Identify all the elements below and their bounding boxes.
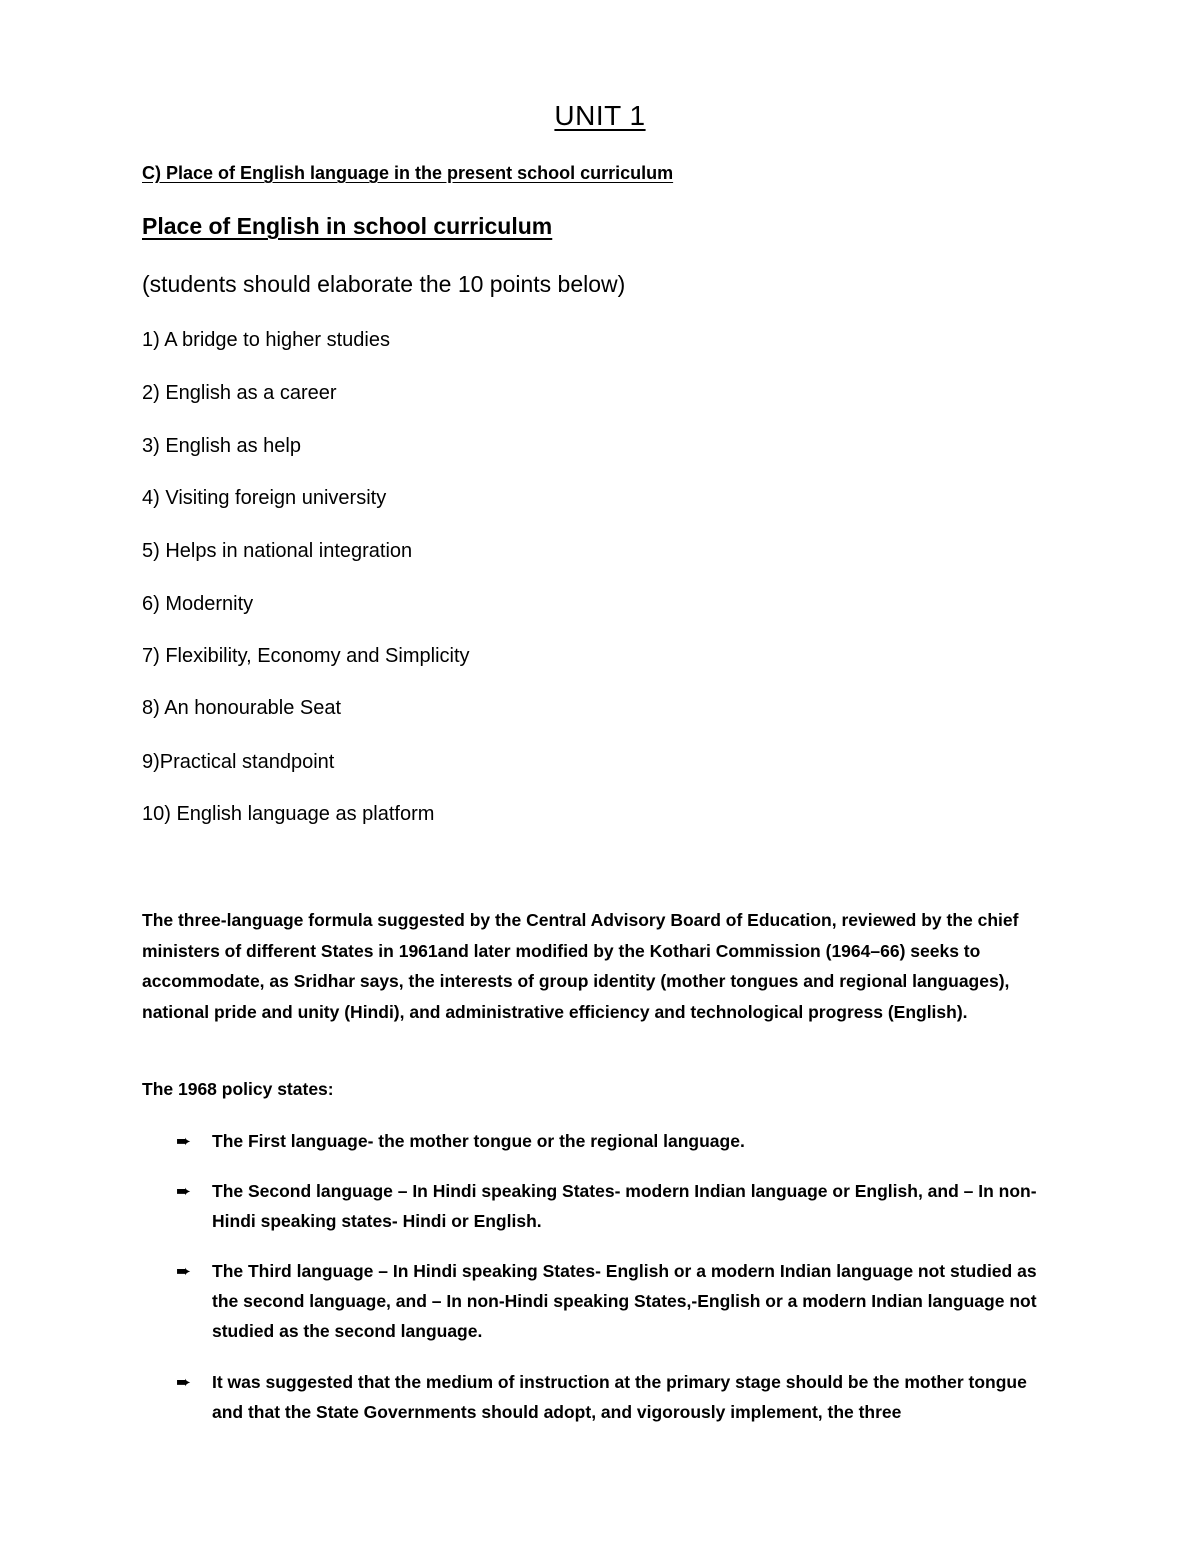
arrow-bullet-icon: ➨ bbox=[176, 1181, 192, 1201]
arrow-bullet-icon: ➨ bbox=[176, 1261, 192, 1281]
section-label: C) Place of English language in the present school curriculum bbox=[142, 163, 674, 183]
point-item: 3) English as help bbox=[142, 435, 301, 457]
body-paragraph: The three-language formula suggested by the Central Advisory Board of Education, reviewed by the chief ministers of different States in 1961and later modified by the Kothari Commission (1964–66) seeks to accommodate, as Sridhar says, the interests of group identity (mother tongues and regional languages), national pride and unity (Hindi), and administrative efficiency and technological progress (English). bbox=[142, 910, 1019, 1022]
section-heading: Place of English in school curriculum bbox=[142, 213, 553, 239]
bullet-text: The Second language – In Hindi speaking States- modern Indian language or English, and – In non-Hindi speaking states- Hindi or English. bbox=[212, 1181, 1037, 1231]
bullet-text: The Third language – In Hindi speaking States- English or a modern Indian language not studied as the second language, and – In non-Hindi speaking States,-English or a modern Indian language not studied as the second language. bbox=[212, 1261, 1037, 1341]
arrow-bullet-icon: ➨ bbox=[176, 1131, 192, 1151]
point-item: 2) English as a career bbox=[142, 382, 337, 404]
point-item: 8) An honourable Seat bbox=[142, 697, 342, 719]
unit-title: UNIT 1 bbox=[554, 100, 646, 131]
instruction-text: (students should elaborate the 10 points below) bbox=[142, 271, 626, 297]
point-item: 4) Visiting foreign university bbox=[142, 487, 387, 509]
point-item: 9)Practical standpoint bbox=[142, 751, 335, 773]
point-item: 5) Helps in national integration bbox=[142, 540, 413, 562]
point-item: 6) Modernity bbox=[142, 593, 254, 615]
bullet-text: The First language- the mother tongue or the regional language. bbox=[212, 1131, 745, 1151]
arrow-bullet-icon: ➨ bbox=[176, 1372, 192, 1392]
point-item: 1) A bridge to higher studies bbox=[142, 329, 390, 351]
point-item: 10) English language as platform bbox=[142, 803, 435, 825]
policy-intro: The 1968 policy states: bbox=[142, 1079, 334, 1099]
bullet-text: It was suggested that the medium of instruction at the primary stage should be the mother tongue and that the State Governments should adopt, and vigorously implement, the three bbox=[212, 1372, 1027, 1422]
point-item: 7) Flexibility, Economy and Simplicity bbox=[142, 645, 470, 667]
